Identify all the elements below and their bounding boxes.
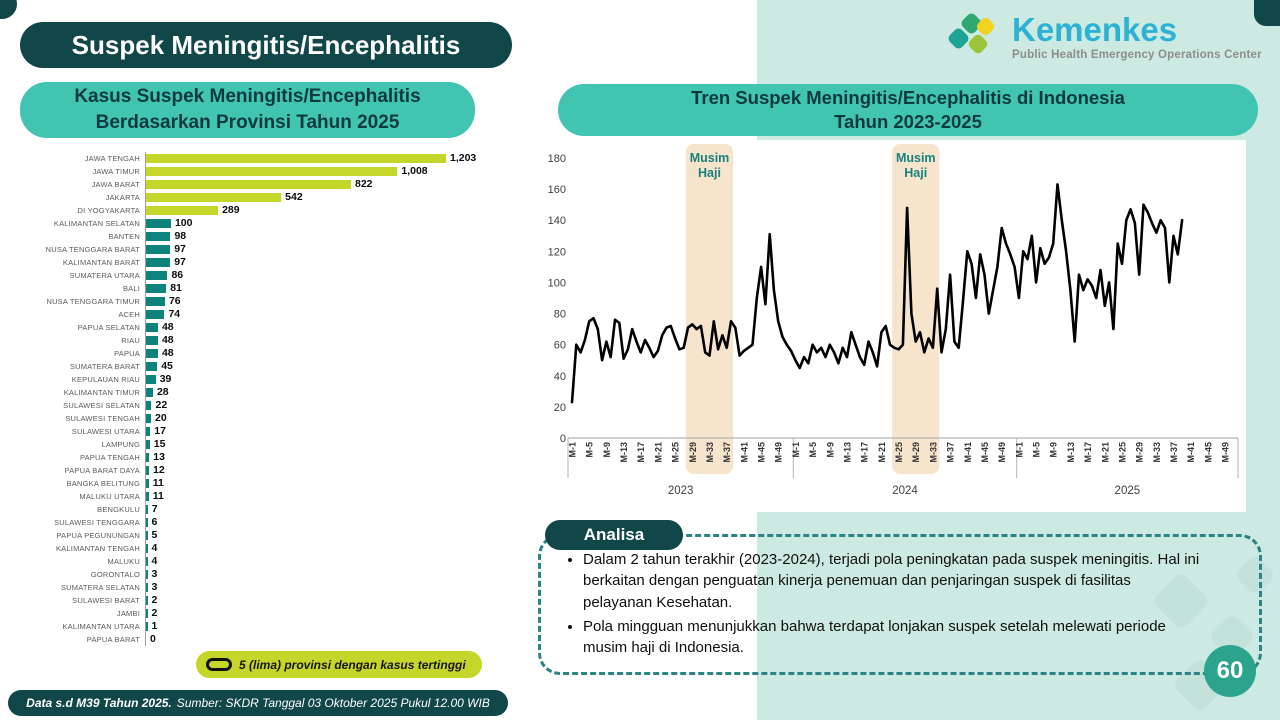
bar-row — [28, 412, 508, 425]
bar-area — [145, 386, 508, 399]
y-axis-tick-label: 0 — [559, 433, 566, 445]
analysis-box — [538, 534, 1262, 675]
left-panel-title-line1: Kasus Suspek Meningitis/Encephalitis — [74, 86, 421, 108]
province-label: KALIMANTAN BARAT — [62, 258, 140, 267]
x-axis-tick-label: M-41 — [1186, 442, 1197, 463]
bar-value: 1,203 — [450, 152, 477, 165]
bar-row — [28, 360, 508, 373]
bar-row — [28, 464, 508, 477]
y-axis-tick-label: 180 — [547, 153, 566, 165]
province-bar-rows — [28, 152, 508, 646]
bar — [146, 466, 149, 476]
bar-row — [28, 633, 508, 646]
bar-area — [145, 633, 508, 646]
x-axis-tick-label: M-21 — [1100, 442, 1111, 463]
kemenkes-logo-name: Kemenkes — [1012, 11, 1178, 48]
bar-area — [145, 412, 508, 425]
x-axis-tick-label: M-33 — [928, 442, 939, 463]
bar-row — [28, 321, 508, 334]
bar — [146, 284, 166, 294]
bar-value: 289 — [222, 204, 240, 217]
bar-value: 45 — [161, 360, 173, 373]
bar — [146, 544, 148, 554]
bar-area — [145, 425, 508, 438]
bar-value: 7 — [151, 503, 158, 516]
x-axis-tick-label: M-1 — [567, 442, 578, 458]
bar-value: 98 — [174, 230, 187, 243]
corner-dot-decoration — [0, 0, 17, 19]
province-label: GORONTALO — [90, 570, 140, 579]
bar-row — [28, 490, 508, 503]
bar — [146, 583, 148, 593]
bar — [146, 596, 148, 606]
bar — [146, 193, 281, 203]
bar-value: 39 — [159, 373, 172, 386]
province-label: PAPUA SELATAN — [77, 323, 140, 332]
musim-haji-label: Musim — [689, 151, 730, 165]
bar — [146, 297, 165, 307]
province-label: ACEH — [118, 310, 140, 319]
bar-area — [145, 191, 508, 204]
year-label: 2025 — [1114, 485, 1141, 497]
bar — [146, 531, 148, 541]
page-title — [20, 22, 512, 68]
x-axis-tick-label: M-1 — [790, 442, 801, 458]
footer-source: Sumber: SKDR Tanggal 03 Oktober 2025 Pukul 12.00 WIB — [176, 696, 490, 710]
bar — [146, 401, 151, 411]
province-label: NUSA TENGGARA BARAT — [45, 245, 140, 254]
bar-area — [145, 490, 508, 503]
province-label: SULAWESI TENGAH — [65, 414, 140, 423]
bar-area — [145, 464, 508, 477]
province-label: JAMBI — [116, 609, 140, 618]
x-axis-tick-label: M-25 — [670, 442, 681, 463]
bar-area — [145, 399, 508, 412]
bar-area — [145, 594, 508, 607]
bar-area — [145, 620, 508, 633]
bar-area — [145, 282, 508, 295]
province-label: MALUKU UTARA — [79, 492, 140, 501]
y-axis-tick-label: 120 — [547, 246, 566, 259]
bar-area — [145, 555, 508, 568]
province-label: PAPUA TENGAH — [79, 453, 140, 462]
bar — [146, 375, 156, 385]
x-axis-tick-label: M-29 — [1134, 442, 1145, 463]
bar-area — [145, 477, 508, 490]
footer-data-period: Data s.d M39 Tahun 2025. — [26, 696, 172, 710]
bar-row — [28, 165, 508, 178]
bar-row — [28, 204, 508, 217]
x-axis-tick-label: M-13 — [1065, 442, 1076, 463]
bar-row — [28, 542, 508, 555]
right-panel-header — [558, 84, 1258, 136]
bar-area — [145, 269, 508, 282]
x-axis-tick-label: M-33 — [1151, 442, 1162, 463]
bar-row — [28, 399, 508, 412]
bar — [146, 349, 158, 359]
bar-row — [28, 217, 508, 230]
x-axis-tick-label: M-45 — [979, 442, 990, 463]
bar — [146, 427, 150, 437]
y-axis-tick-label: 160 — [547, 184, 566, 197]
province-label: KALIMANTAN SELATAN — [53, 219, 140, 228]
bar-value: 2 — [151, 607, 158, 620]
bar-area — [145, 373, 508, 386]
year-label: 2024 — [892, 485, 918, 497]
bar-value: 13 — [153, 451, 165, 464]
bar-area — [145, 542, 508, 555]
bar — [146, 492, 149, 502]
bar-row — [28, 178, 508, 191]
bar-value: 4 — [151, 542, 158, 555]
province-label: NUSA TENGGARA TIMUR — [46, 297, 140, 306]
province-label: PAPUA BARAT DAYA — [64, 466, 140, 475]
bar-value: 12 — [152, 464, 165, 477]
bar-value: 20 — [154, 412, 167, 425]
right-panel-title-line1: Tren Suspek Meningitis/Encephalitis di Indonesia — [691, 86, 1125, 108]
bar-value: 1 — [151, 620, 158, 633]
province-label: KALIMANTAN TENGAH — [56, 544, 140, 553]
bar-value: 100 — [174, 217, 193, 230]
musim-haji-label: Haji — [698, 166, 721, 180]
province-label: SULAWESI BARAT — [72, 596, 140, 605]
province-label: BANGKA BELITUNG — [66, 479, 140, 488]
x-axis-tick-label: M-9 — [825, 442, 836, 458]
province-label: LAMPUNG — [101, 440, 140, 449]
bar-chart-legend — [196, 651, 482, 678]
analysis-bullet: • Pola mingguan menunjukkan bahwa terdapat lonjakan suspek setelah melewati periode musim haji di Indonesia. — [583, 616, 1204, 659]
bar-row — [28, 334, 508, 347]
bar-area — [145, 321, 508, 334]
bar — [146, 622, 148, 632]
bar — [146, 232, 170, 242]
x-axis-tick-label: M-9 — [1048, 442, 1059, 458]
province-label: BANTEN — [108, 232, 140, 241]
x-axis-tick-label: M-21 — [876, 442, 887, 463]
bar-area — [145, 308, 508, 321]
x-axis-tick-label: M-13 — [842, 442, 853, 463]
x-axis-tick-label: M-49 — [1220, 442, 1231, 463]
bar-area — [145, 438, 508, 451]
bar-row — [28, 568, 508, 581]
trend-line-svg — [532, 140, 1246, 512]
kemenkes-logo-icon — [946, 10, 1004, 64]
bar-area — [145, 581, 508, 594]
x-axis-tick-label: M-5 — [584, 442, 595, 458]
kemenkes-logo — [946, 10, 1262, 64]
province-label: SULAWESI UTARA — [71, 427, 140, 436]
bar-row — [28, 620, 508, 633]
y-axis-tick-label: 140 — [547, 215, 566, 228]
bar — [146, 323, 158, 333]
bar — [146, 505, 148, 515]
x-axis-tick-label: M-1 — [1014, 442, 1025, 458]
x-axis-tick-label: M-9 — [601, 442, 612, 458]
x-axis-tick-label: M-29 — [911, 442, 922, 463]
bar-row — [28, 529, 508, 542]
province-label: SULAWESI TENGGARA — [54, 518, 140, 527]
bar-area — [145, 295, 508, 308]
year-label: 2023 — [667, 485, 694, 497]
bar-row — [28, 516, 508, 529]
bar — [146, 271, 167, 281]
page-number: 60 — [1216, 657, 1244, 684]
page-number-badge — [1204, 645, 1256, 697]
bar — [146, 167, 397, 177]
bar-value: 28 — [156, 386, 169, 399]
bar-area — [145, 152, 508, 165]
bar-area — [145, 204, 508, 217]
bar — [146, 388, 153, 398]
province-label: PAPUA — [114, 349, 140, 358]
bar-row — [28, 269, 508, 282]
x-axis-tick-label: M-17 — [859, 442, 870, 463]
bar-row — [28, 607, 508, 620]
bar-value: 11 — [152, 490, 164, 503]
bar — [146, 336, 158, 346]
bar-area — [145, 230, 508, 243]
bar-row — [28, 438, 508, 451]
bar — [146, 414, 151, 424]
x-axis-tick-label: M-41 — [962, 442, 973, 463]
bar-area — [145, 178, 508, 191]
bar-value: 81 — [170, 282, 182, 295]
province-label: BENGKULU — [97, 505, 140, 514]
trend-line-chart — [532, 140, 1246, 512]
x-axis-tick-label: M-5 — [808, 442, 819, 458]
x-axis-tick-label: M-37 — [1169, 442, 1180, 463]
bar-row — [28, 503, 508, 516]
musim-haji-band — [686, 144, 733, 474]
bar-row — [28, 308, 508, 321]
province-label: MALUKU — [107, 557, 140, 566]
kemenkes-logo-subtitle: Public Health Emergency Operations Center — [1012, 49, 1262, 61]
province-label: RIAU — [121, 336, 140, 345]
bar-value: 17 — [154, 425, 166, 438]
bar-value: 74 — [168, 308, 181, 321]
legend-label: 5 (lima) provinsi dengan kasus tertinggi — [239, 657, 466, 672]
bar — [146, 180, 351, 190]
bar — [146, 453, 149, 463]
province-label: SULAWESI SELATAN — [63, 401, 140, 410]
province-label: JAWA TIMUR — [92, 167, 140, 176]
analysis-bullet-list — [541, 549, 1259, 658]
province-label: PAPUA PEGUNUNGAN — [56, 531, 140, 540]
province-label: JAKARTA — [105, 193, 140, 202]
x-axis-tick-label: M-37 — [945, 442, 956, 463]
province-label: PAPUA BARAT — [86, 635, 140, 644]
analysis-header-label: Analisa — [583, 525, 645, 544]
bar-area — [145, 529, 508, 542]
musim-haji-label: Musim — [895, 151, 936, 165]
bar-row — [28, 555, 508, 568]
x-axis-tick-label: M-49 — [997, 442, 1008, 463]
x-axis-tick-label: M-25 — [1117, 442, 1128, 463]
x-axis-tick-label: M-25 — [894, 442, 905, 463]
y-axis-tick-label: 40 — [553, 370, 566, 383]
bar-row — [28, 152, 508, 165]
kemenkes-logo-text — [1012, 13, 1262, 61]
bar — [146, 206, 218, 216]
x-axis-tick-label: M-29 — [687, 442, 698, 463]
bar-row — [28, 386, 508, 399]
x-axis-tick-label: M-13 — [619, 442, 630, 463]
right-panel-title-line2: Tahun 2023-2025 — [834, 111, 982, 132]
bar-row — [28, 594, 508, 607]
bar-area — [145, 568, 508, 581]
bar-row — [28, 256, 508, 269]
province-bar-chart — [28, 152, 508, 646]
bar — [146, 310, 164, 320]
bar-area — [145, 503, 508, 516]
bar-value: 3 — [151, 568, 158, 581]
x-axis-tick-label: M-49 — [773, 442, 784, 463]
bar-row — [28, 425, 508, 438]
musim-haji-label: Haji — [904, 166, 928, 180]
x-axis-tick-label: M-37 — [722, 442, 733, 463]
bar-row — [28, 282, 508, 295]
bar — [146, 258, 170, 268]
bar-row — [28, 230, 508, 243]
bar-value: 15 — [153, 438, 166, 451]
analysis-bullet: • Dalam 2 tahun terakhir (2023-2024), terjadi pola peningkatan pada suspek meningitis. Hal ini berkaitan dengan penguatan kinerja penemuan dan penjaringan suspek di fasilitas pelayanan Kesehatan. — [583, 549, 1204, 613]
bar-area — [145, 451, 508, 464]
province-label: JAWA BARAT — [91, 180, 140, 189]
x-axis-tick-label: M-45 — [1203, 442, 1214, 463]
bar-row — [28, 373, 508, 386]
x-axis-tick-label: M-5 — [1031, 442, 1042, 458]
x-axis-tick-label: M-41 — [739, 442, 750, 463]
bar-value: 2 — [151, 594, 158, 607]
bar-area — [145, 334, 508, 347]
bar-row — [28, 295, 508, 308]
bar-row — [28, 243, 508, 256]
bar-area — [145, 360, 508, 373]
y-axis-tick-label: 60 — [553, 339, 566, 352]
bar — [146, 219, 171, 229]
bar-value: 6 — [151, 516, 158, 529]
page-title-text: Suspek Meningitis/Encephalitis — [71, 29, 461, 60]
y-axis-tick-label: 100 — [547, 277, 566, 290]
x-axis-tick-label: M-21 — [653, 442, 664, 463]
province-label: SUMATERA BARAT — [69, 362, 140, 371]
bar-value: 4 — [151, 555, 158, 568]
bar-value: 542 — [285, 191, 303, 204]
bar — [146, 440, 150, 450]
bar — [146, 245, 170, 255]
top5-highlight-icon — [206, 658, 232, 671]
bar-value: 3 — [151, 581, 158, 594]
province-label: DI YOGYAKARTA — [77, 206, 140, 215]
y-axis-tick-label: 80 — [553, 308, 566, 321]
province-label: SUMATERA SELATAN — [60, 583, 140, 592]
x-axis-tick-label: M-45 — [756, 442, 767, 463]
bar — [146, 479, 149, 489]
musim-haji-band — [892, 144, 939, 474]
bar-value: 97 — [174, 243, 186, 256]
province-label: KALIMANTAN TIMUR — [63, 388, 140, 397]
bar-row — [28, 581, 508, 594]
bar — [146, 609, 148, 619]
bar-value: 0 — [150, 633, 156, 646]
data-source-footer — [8, 690, 508, 716]
bar-area — [145, 165, 508, 178]
bar-value: 97 — [174, 256, 186, 269]
bar — [146, 154, 446, 164]
bar-row — [28, 191, 508, 204]
bar-row — [28, 477, 508, 490]
bar-value: 822 — [354, 178, 373, 191]
left-panel-title-line2: Berdasarkan Provinsi Tahun 2025 — [95, 112, 400, 133]
bar-value: 48 — [161, 347, 174, 360]
bar-area — [145, 243, 508, 256]
bar-area — [145, 256, 508, 269]
province-label: JAWA TENGAH — [84, 154, 140, 163]
bar-row — [28, 451, 508, 464]
bar-value: 1,008 — [401, 165, 428, 178]
bar-area — [145, 347, 508, 360]
bar — [146, 362, 157, 372]
x-axis-tick-label: M-17 — [636, 442, 647, 463]
bar-value: 48 — [161, 321, 174, 334]
bar-area — [145, 217, 508, 230]
bar — [146, 518, 148, 528]
bar-value: 76 — [168, 295, 181, 308]
bar — [146, 557, 148, 567]
bar-area — [145, 607, 508, 620]
province-label: SUMATERA UTARA — [69, 271, 140, 280]
x-axis-tick-label: M-33 — [704, 442, 715, 463]
bar — [146, 570, 148, 580]
province-label: BALI — [122, 284, 140, 293]
bar-row — [28, 347, 508, 360]
bar-value: 22 — [155, 399, 168, 412]
province-label: KEPULAUAN RIAU — [71, 375, 140, 384]
province-label: KALIMANTAN UTARA — [62, 622, 140, 631]
x-axis-tick-label: M-17 — [1083, 442, 1094, 463]
bar-area — [145, 516, 508, 529]
bar-value: 11 — [152, 477, 164, 490]
y-axis-tick-label: 20 — [553, 401, 566, 414]
left-panel-header — [20, 82, 475, 138]
analysis-header — [545, 520, 683, 550]
bar-value: 5 — [151, 529, 158, 542]
trend-line — [572, 184, 1182, 402]
bar-value: 86 — [171, 269, 184, 282]
bar-value: 48 — [161, 334, 174, 347]
